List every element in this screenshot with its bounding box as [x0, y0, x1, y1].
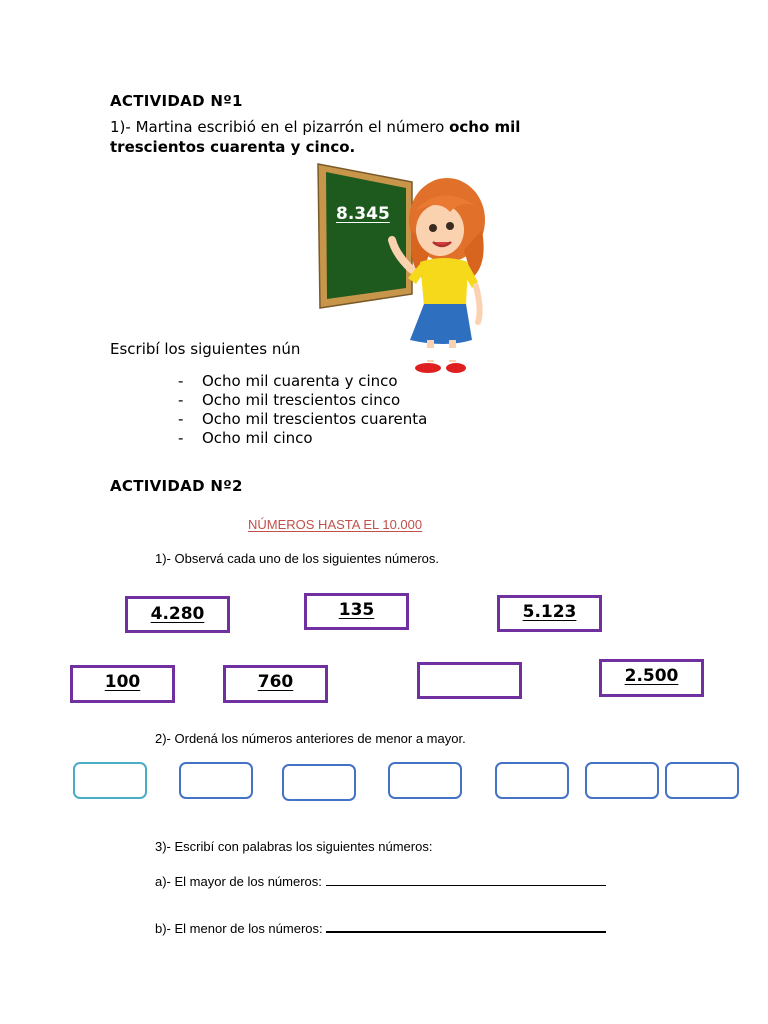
activity2-question-1: 1)- Observá cada uno de los siguientes números. [155, 551, 439, 566]
chalkboard-girl-illustration [300, 160, 500, 380]
answer-box[interactable] [388, 762, 462, 799]
activity2-question-3: 3)- Escribí con palabras los siguientes números: [155, 839, 433, 854]
answer-box[interactable] [665, 762, 739, 799]
question-3b-label: b)- El menor de los números: [155, 921, 323, 936]
list-item: - Ocho mil trescientos cinco [178, 391, 427, 410]
activity1-instruction: Escribí los siguientes nún [110, 340, 301, 358]
list-item: - Ocho mil trescientos cuarenta [178, 410, 427, 429]
number-box: 760 [223, 665, 328, 703]
activity1-question [110, 117, 550, 157]
list-item: - Ocho mil cuarenta y cinco [178, 372, 427, 391]
number-box [417, 662, 522, 699]
question-3a-label: a)- El mayor de los números: [155, 874, 322, 889]
activity1-question-bold: ocho mil trescientos cuarenta y cinco. [110, 118, 521, 156]
number-box: 2.500 [599, 659, 704, 697]
question-3a [155, 873, 606, 889]
activity1-heading: ACTIVIDAD Nº1 [110, 92, 243, 110]
answer-line-3b[interactable] [326, 919, 606, 933]
answer-box[interactable] [585, 762, 659, 799]
chalkboard-girl-svg [300, 160, 500, 380]
number-box: 100 [70, 665, 175, 703]
board-number: 8.345 [336, 204, 390, 224]
activity1-question-text: 1)- Martina escribió en el pizarrón el número [110, 118, 450, 136]
activity2-subtitle: NÚMEROS HASTA EL 10.000 [248, 517, 423, 532]
answer-line-3a[interactable] [326, 873, 606, 886]
activity1-list [178, 372, 427, 448]
answer-box[interactable] [282, 764, 356, 801]
number-box: 4.280 [125, 596, 230, 633]
list-item: - Ocho mil cinco [178, 429, 427, 448]
answer-box[interactable] [495, 762, 569, 799]
activity2-heading: ACTIVIDAD Nº2 [110, 477, 243, 495]
answer-box[interactable] [179, 762, 253, 799]
activity2-question-2: 2)- Ordená los números anteriores de menor a mayor. [155, 731, 466, 746]
answer-box[interactable] [73, 762, 147, 799]
number-box: 135 [304, 593, 409, 630]
number-box: 5.123 [497, 595, 602, 632]
question-3b [155, 919, 606, 936]
